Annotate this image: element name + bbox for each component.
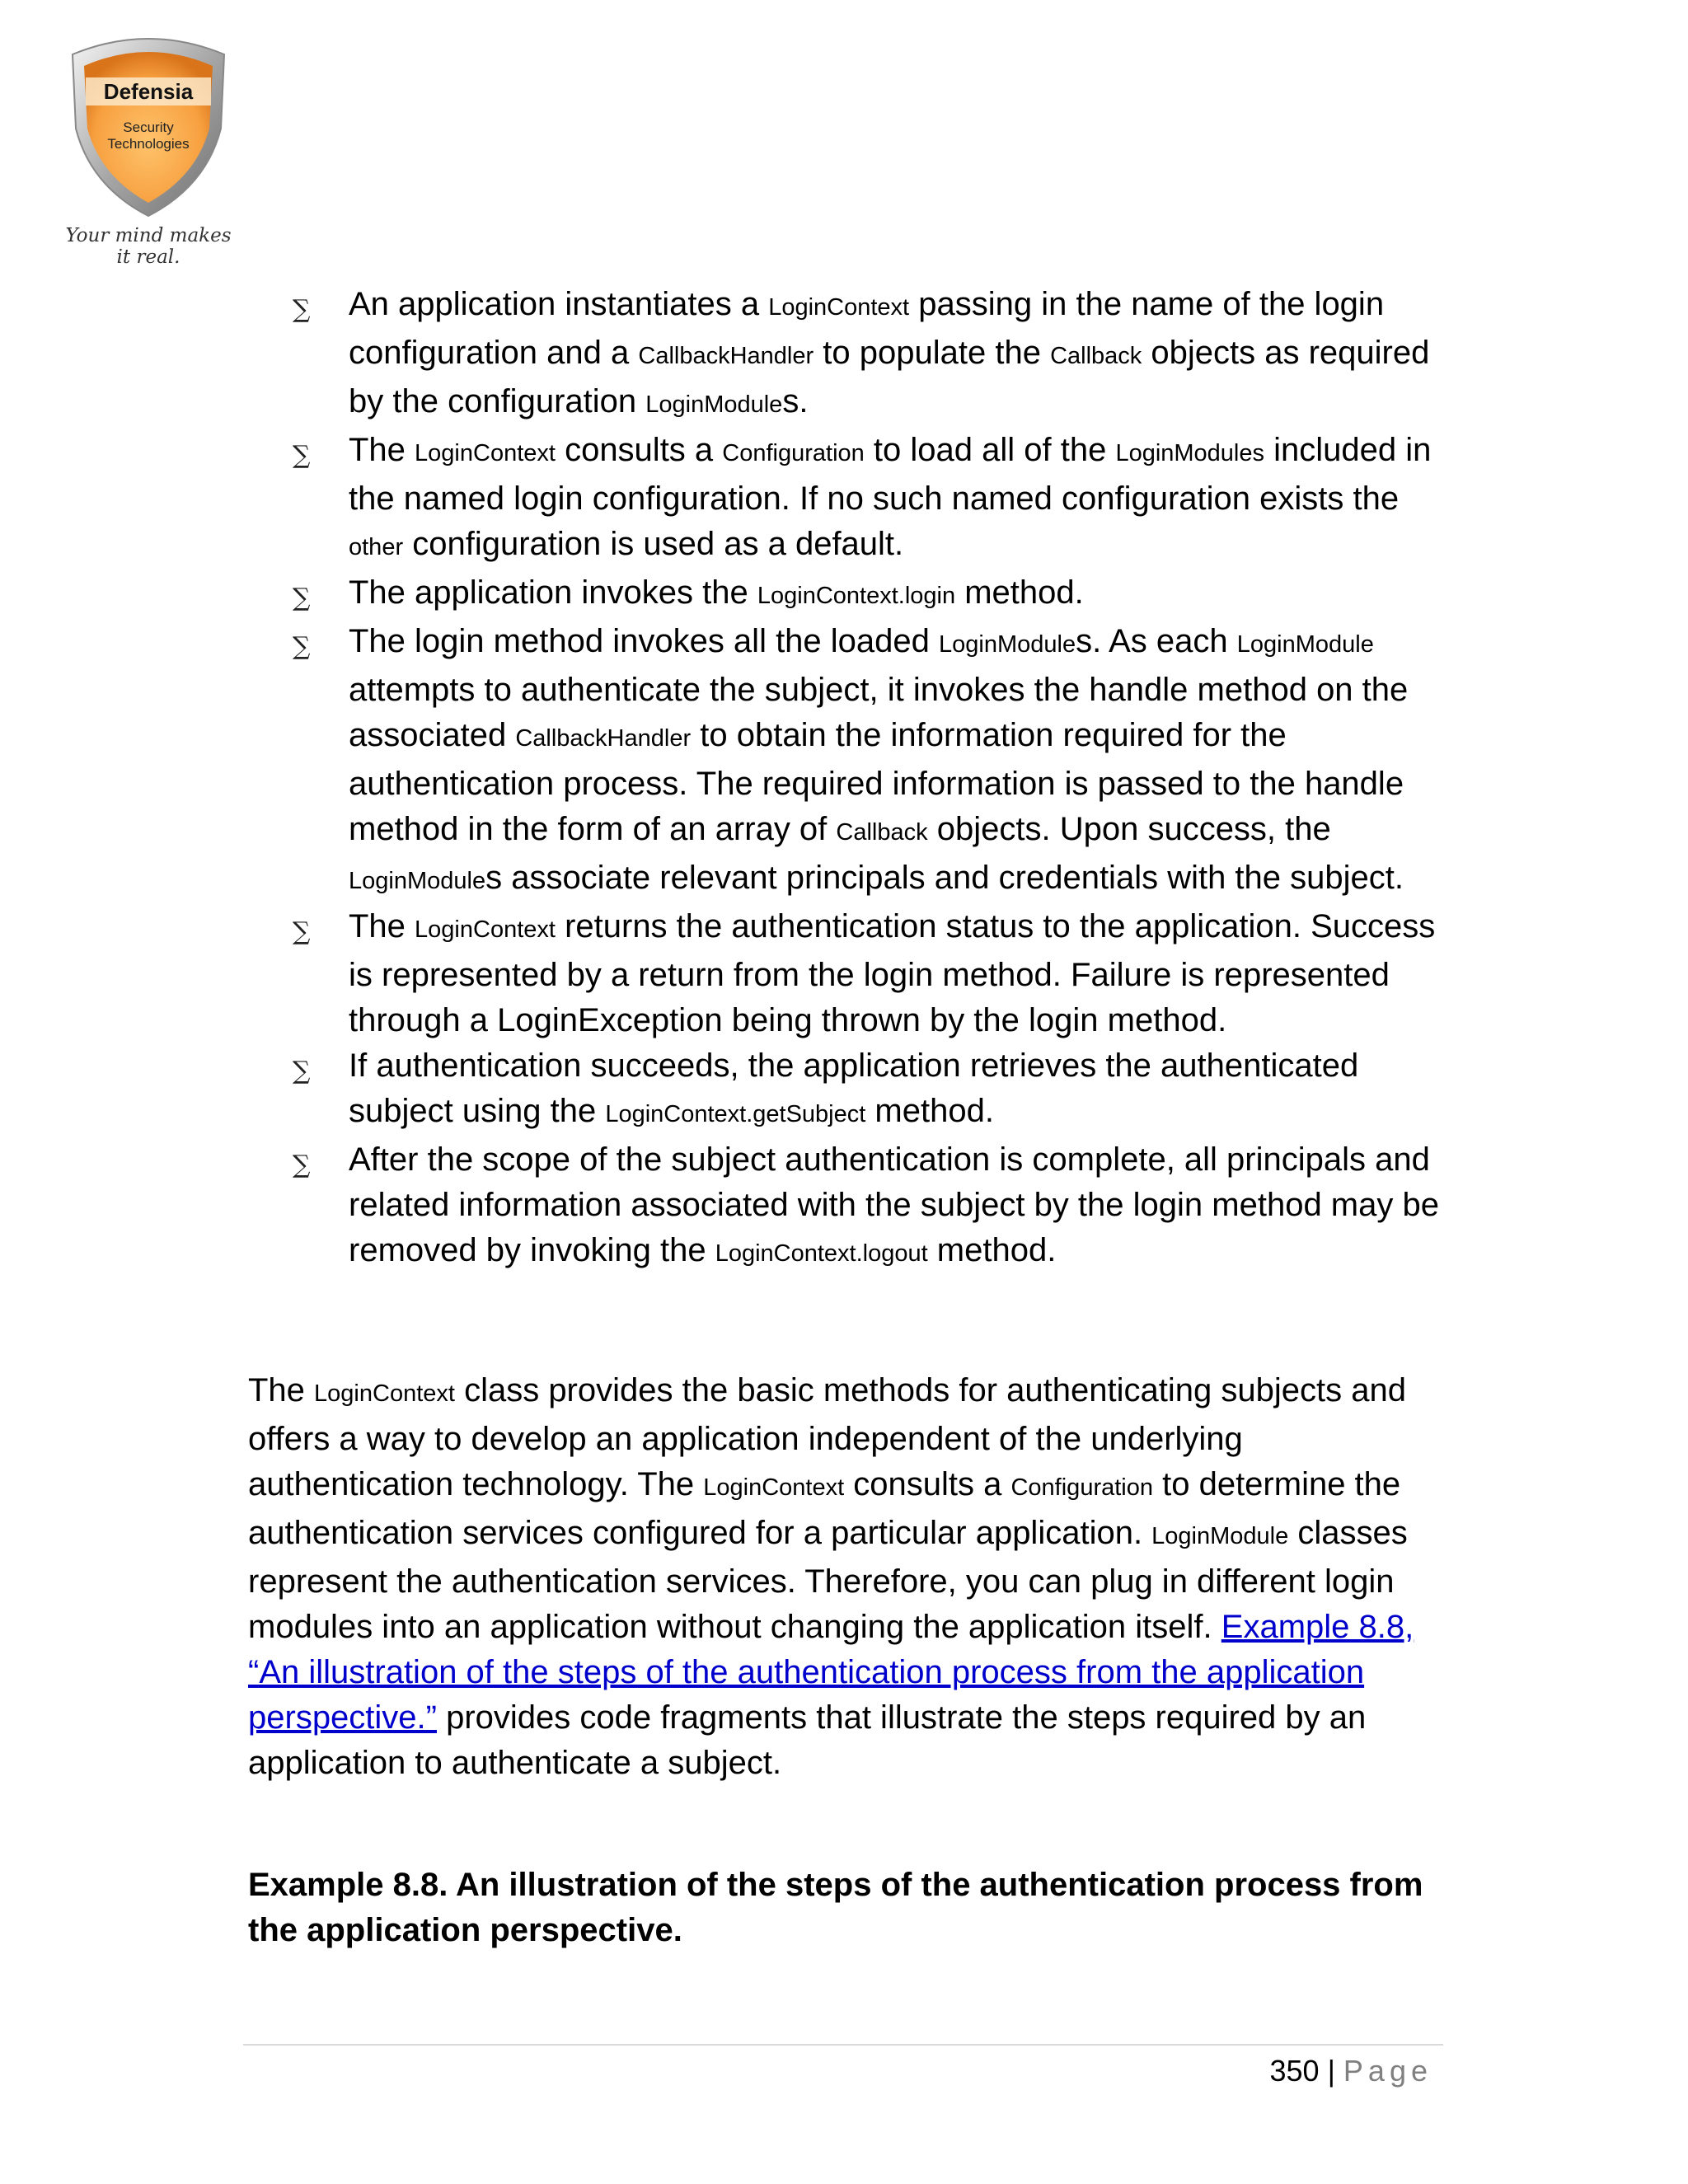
code-term: LoginContext.getSubject <box>605 1101 866 1127</box>
code-term: Callback <box>1050 343 1142 369</box>
sigma-bullet-icon: ∑ <box>293 1151 311 1179</box>
code-term: other <box>349 534 404 560</box>
list-item: ∑ The application invokes the LoginContext.login method. <box>293 570 1447 619</box>
sigma-bullet-icon: ∑ <box>293 1057 311 1085</box>
code-term: Callback <box>836 819 928 846</box>
list-item: ∑ The LoginContext consults a Configuration to load all of the LoginModules included in the named login configuration. If no such named configuration exists the other configuration is used as a default. <box>293 432 1432 562</box>
code-term: LoginModule <box>1151 1523 1289 1549</box>
code-term: LoginModules <box>1115 440 1265 466</box>
page-number: 350 <box>1269 2054 1320 2088</box>
logo-tagline: Your mind makes it real. <box>65 225 232 268</box>
code-term: LoginModule <box>939 631 1076 658</box>
page-footer <box>1269 2052 1432 2090</box>
code-term: LoginContext <box>703 1474 845 1501</box>
svg-text:Security: Security <box>123 120 174 135</box>
code-term: LoginContext.logout <box>715 1240 928 1267</box>
code-term: LoginModule <box>1236 631 1374 658</box>
code-term: Configuration <box>722 440 865 466</box>
shield-logo-icon <box>58 30 239 219</box>
code-term: LoginContext.login <box>757 583 956 609</box>
code-term: CallbackHandler <box>638 343 814 369</box>
company-logo <box>58 30 239 254</box>
list-item: ∑ If authentication succeeds, the application retrieves the authenticated subject using the LoginContext.getSubject method. <box>293 1047 1359 1129</box>
sigma-bullet-icon: ∑ <box>293 583 311 612</box>
code-term: LoginContext <box>768 294 910 321</box>
sigma-bullet-icon: ∑ <box>293 632 311 661</box>
code-term: CallbackHandler <box>515 725 692 752</box>
sigma-bullet-icon: ∑ <box>293 295 311 324</box>
bullet-list <box>293 282 1447 1277</box>
code-term: LoginContext <box>314 1380 455 1407</box>
code-term: LoginModule <box>349 868 486 894</box>
example-link[interactable]: Example 8.8, “An illustration of the steps of the authentication process from the application perspective.” <box>248 1609 1414 1736</box>
list-item: ∑ An application instantiates a LoginContext passing in the name of the login configuration and a CallbackHandler to populate the Callback objects as required by the configuration LoginModules. <box>293 286 1430 419</box>
body-paragraph: The LoginContext class provides the basic methods for authenticating subjects and offers a way to develop an application independent of the underlying authentication technology. The LoginContext consults a Configuration to determine the authentication services configured for a particular application. LoginModule classes represent the authentication services. Therefore, you can plug in different login modules into an application without changing the application itself. Example 8.8, “An illustration of the steps of the authentication process from the application perspective.” provides code fragments that illustrate the steps required by an application to authenticate a subject. <box>248 1372 1414 1781</box>
list-item: ∑ The LoginContext returns the authentication status to the application. Success is represented by a return from the login method. Failure is represented through a LoginException being thrown by the login method. <box>293 908 1436 1038</box>
code-term: Configuration <box>1010 1474 1153 1501</box>
page-label: Page <box>1343 2054 1432 2088</box>
code-term: LoginModule <box>645 391 783 418</box>
footer-separator: | <box>1319 2054 1343 2088</box>
svg-text:Technologies: Technologies <box>107 136 190 152</box>
footer-divider <box>243 2044 1443 2046</box>
list-item: ∑ After the scope of the subject authentication is complete, all principals and related information associated with the subject by the login method may be removed by invoking the LoginContext.logout method. <box>293 1141 1439 1268</box>
code-term: LoginContext <box>415 440 556 466</box>
code-term: LoginContext <box>415 916 556 943</box>
sigma-bullet-icon: ∑ <box>293 917 311 946</box>
svg-text:Defensia: Defensia <box>103 79 194 104</box>
example-heading: Example 8.8. An illustration of the steps of the authentication process from the application perspective. <box>248 1867 1423 1948</box>
list-item: ∑ The login method invokes all the loaded LoginModules. As each LoginModule attempts to authenticate the subject, it invokes the handle method on the associated CallbackHandler to obtain the information required for the authentication process. The required information is passed to the handle method in the form of an array of Callback objects. Upon success, the LoginModules associate relevant principals and credentials with the subject. <box>293 623 1409 896</box>
sigma-bullet-icon: ∑ <box>293 441 311 470</box>
